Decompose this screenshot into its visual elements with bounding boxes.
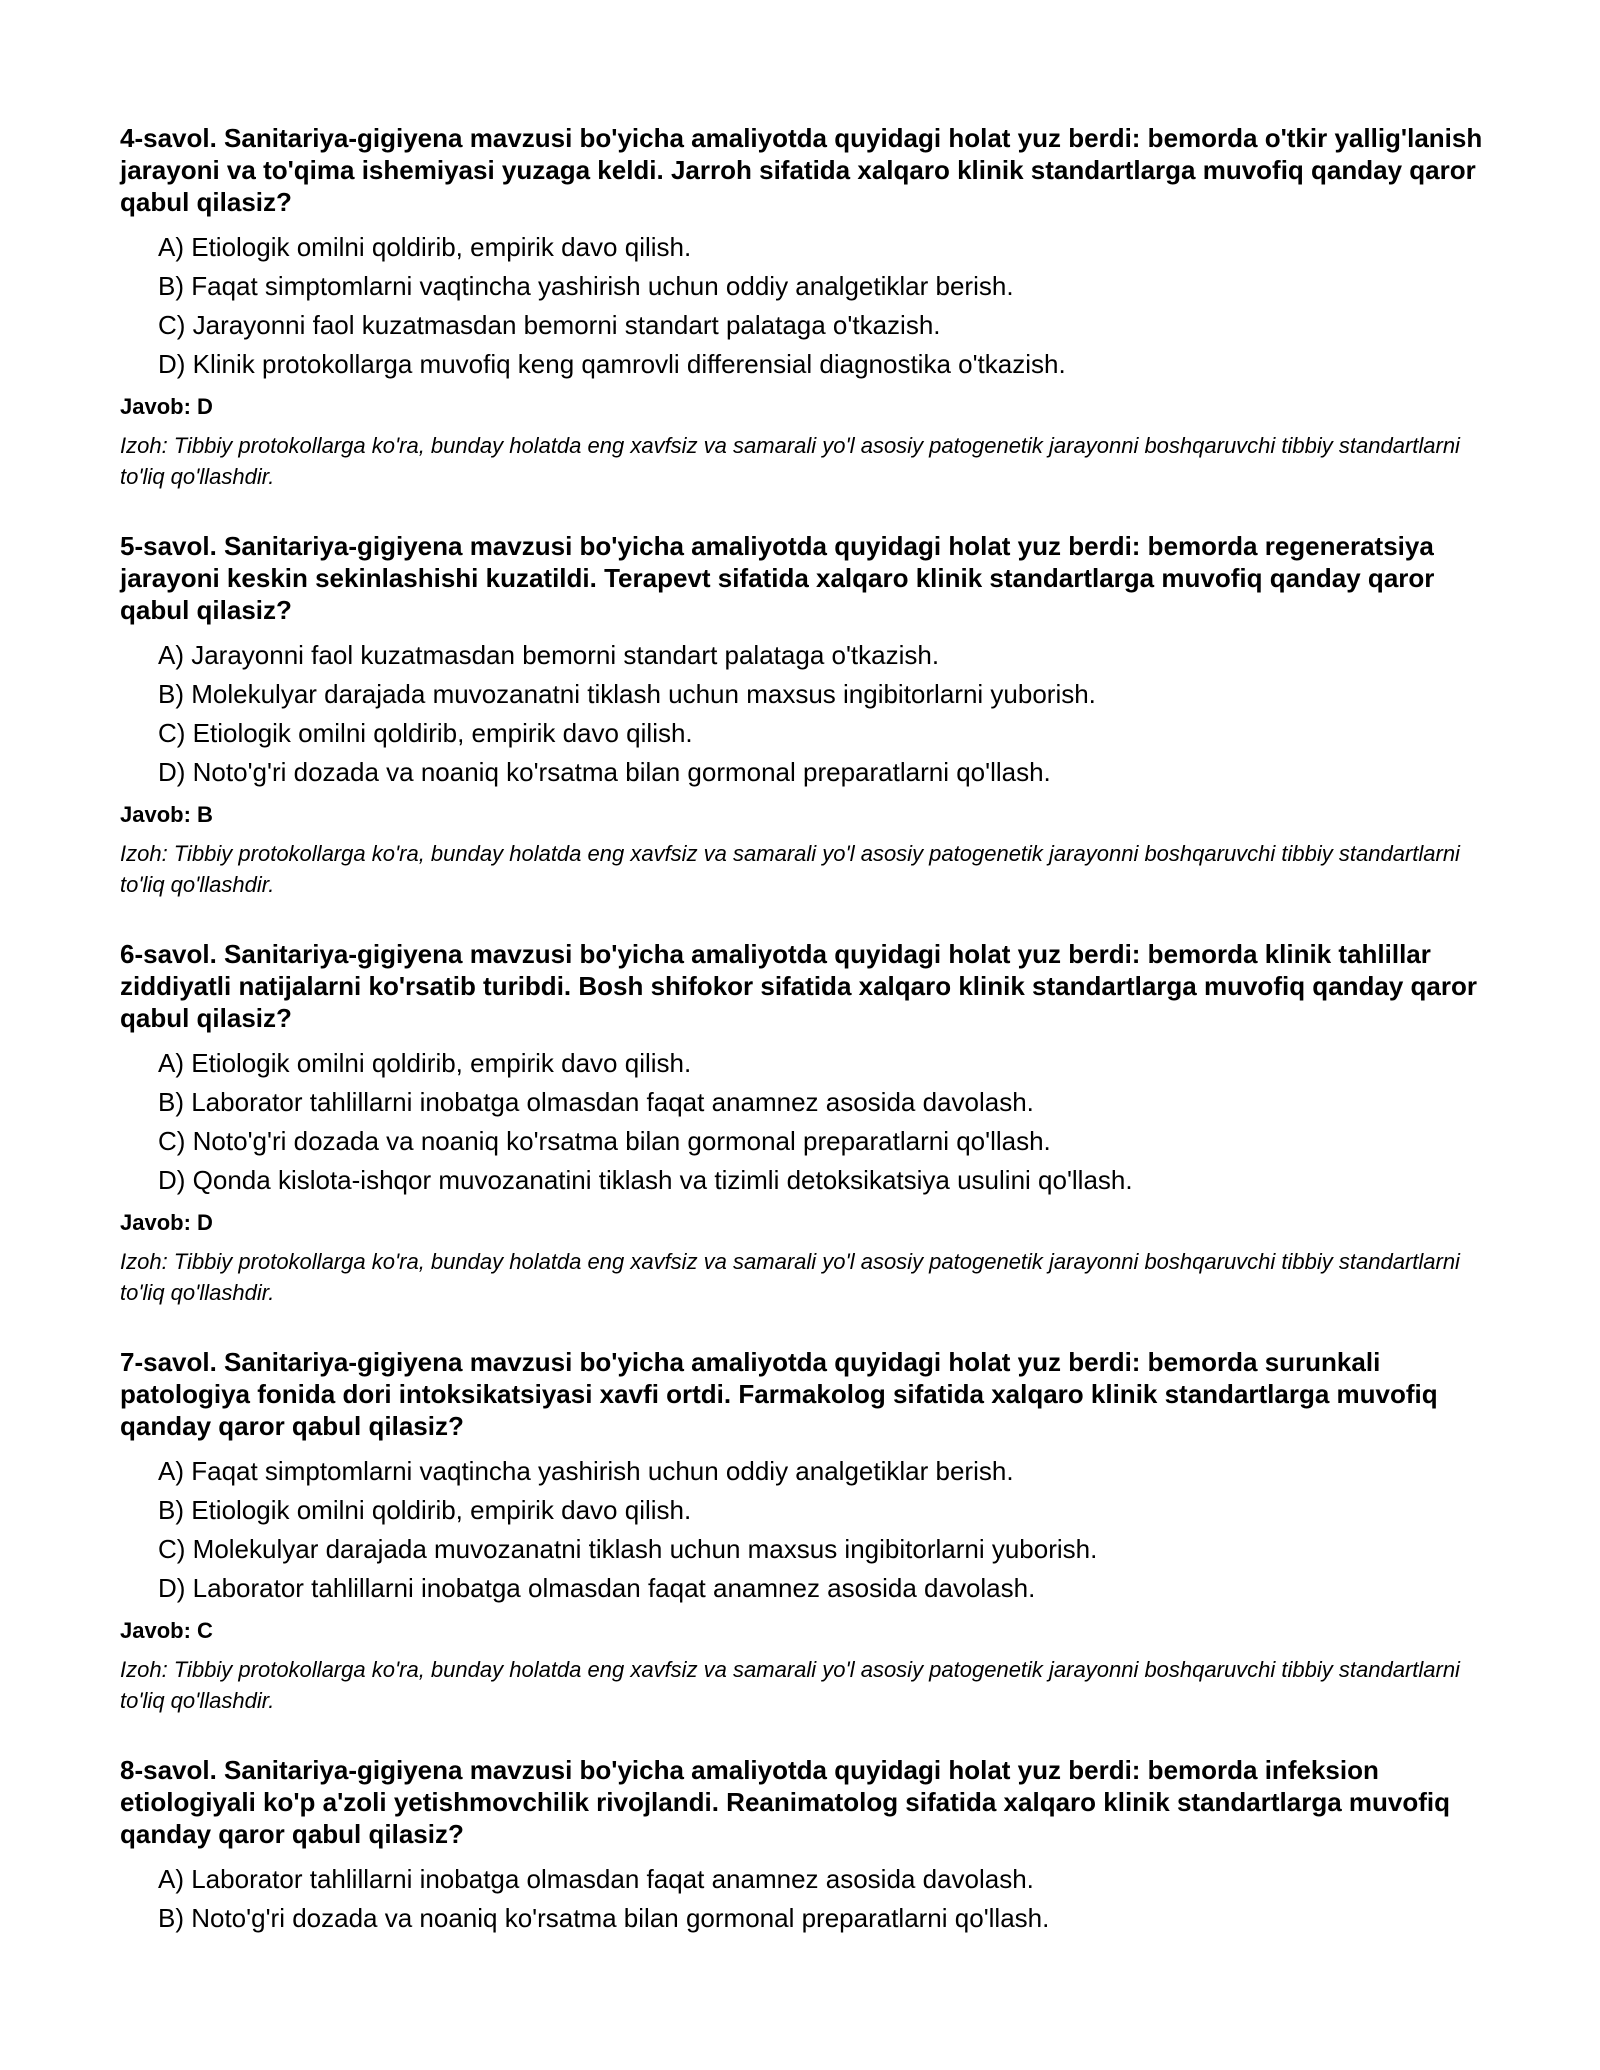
question-block — [120, 938, 1500, 1308]
option-c: C) Molekulyar darajada muvozanatni tiklash uchun maxsus ingibitorlarni yuborish. — [158, 1534, 1098, 1564]
option-d: D) Noto'g'ri dozada va noaniq ko'rsatma bilan gormonal preparatlarni qo'llash. — [158, 757, 1051, 787]
question-block — [120, 1754, 1500, 1938]
option-c: C) Noto'g'ri dozada va noaniq ko'rsatma bilan gormonal preparatlarni qo'llash. — [158, 1126, 1051, 1156]
option-a: A) Etiologik omilni qoldirib, empirik davo qilish. — [158, 232, 692, 262]
question-block — [120, 122, 1500, 492]
option-b: B) Noto'g'ri dozada va noaniq ko'rsatma bilan gormonal preparatlarni qo'llash. — [158, 1903, 1050, 1933]
option-c: C) Jarayonni faol kuzatmasdan bemorni standart palataga o'tkazish. — [158, 310, 941, 340]
option-c: C) Etiologik omilni qoldirib, empirik davo qilish. — [158, 718, 693, 748]
answer-label: Javob: D — [120, 1210, 213, 1235]
option-d: D) Klinik protokollarga muvofiq keng qamrovli differensial diagnostika o'tkazish. — [158, 349, 1066, 379]
question-title: 6-savol. Sanitariya-gigiyena mavzusi bo'yicha amaliyotda quyidagi holat yuz berdi: bemorda klinik tahlillar ziddiyatli natijalarni ko'rsatib turibdi. Bosh shifokor sifatida xalqaro klinik standartlarga muvofiq qanday qaror qabul qilasiz? — [120, 939, 1478, 1033]
explanation-note: Izoh: Tibbiy protokollarga ko'ra, bunday holatda eng xavfsiz va samarali yo'l asosiy patogenetik jarayonni boshqaruvchi tibbiy standartlarni to'liq qo'llashdir. — [120, 433, 1460, 489]
explanation-note: Izoh: Tibbiy protokollarga ko'ra, bunday holatda eng xavfsiz va samarali yo'l asosiy patogenetik jarayonni boshqaruvchi tibbiy standartlarni to'liq qo'llashdir. — [120, 841, 1460, 897]
explanation-note: Izoh: Tibbiy protokollarga ko'ra, bunday holatda eng xavfsiz va samarali yo'l asosiy patogenetik jarayonni boshqaruvchi tibbiy standartlarni to'liq qo'llashdir. — [120, 1657, 1460, 1713]
option-a: A) Jarayonni faol kuzatmasdan bemorni standart palataga o'tkazish. — [158, 640, 940, 670]
option-a: A) Etiologik omilni qoldirib, empirik davo qilish. — [158, 1048, 692, 1078]
explanation-note: Izoh: Tibbiy protokollarga ko'ra, bunday holatda eng xavfsiz va samarali yo'l asosiy patogenetik jarayonni boshqaruvchi tibbiy standartlarni to'liq qo'llashdir. — [120, 1249, 1460, 1305]
answer-label: Javob: B — [120, 802, 213, 827]
option-b: B) Molekulyar darajada muvozanatni tiklash uchun maxsus ingibitorlarni yuborish. — [158, 679, 1096, 709]
question-title: 5-savol. Sanitariya-gigiyena mavzusi bo'yicha amaliyotda quyidagi holat yuz berdi: bemorda regeneratsiya jarayoni keskin sekinlashishi kuzatildi. Terapevt sifatida xalqaro klinik standartlarga muvofiq qanday qaror qabul qilasiz? — [120, 531, 1435, 625]
option-a: A) Faqat simptomlarni vaqtincha yashirish uchun oddiy analgetiklar berish. — [158, 1456, 1014, 1486]
answer-label: Javob: C — [120, 1618, 213, 1643]
option-b: B) Laborator tahlillarni inobatga olmasdan faqat anamnez asosida davolash. — [158, 1087, 1034, 1117]
question-block — [120, 530, 1500, 900]
options-list — [158, 636, 1500, 792]
option-d: D) Qonda kislota-ishqor muvozanatini tiklash va tizimli detoksikatsiya usulini qo'llash. — [158, 1165, 1133, 1195]
options-list — [158, 1044, 1500, 1200]
question-block — [120, 1346, 1500, 1716]
option-b: B) Etiologik omilni qoldirib, empirik davo qilish. — [158, 1495, 692, 1525]
question-title: 4-savol. Sanitariya-gigiyena mavzusi bo'yicha amaliyotda quyidagi holat yuz berdi: bemorda o'tkir yallig'lanish jarayoni va to'qima ishemiyasi yuzaga keldi. Jarroh sifatida xalqaro klinik standartlarga muvofiq qanday qaror qabul qilasiz? — [120, 123, 1483, 217]
question-title: 7-savol. Sanitariya-gigiyena mavzusi bo'yicha amaliyotda quyidagi holat yuz berdi: bemorda surunkali patologiya fonida dori intoksikatsiyasi xavfi ortdi. Farmakolog sifatida xalqaro klinik standartlarga muvofiq qanday qaror qabul qilasiz? — [120, 1347, 1438, 1441]
options-list — [158, 1452, 1500, 1608]
options-list — [158, 228, 1500, 384]
answer-label: Javob: D — [120, 394, 213, 419]
option-d: D) Laborator tahlillarni inobatga olmasdan faqat anamnez asosida davolash. — [158, 1573, 1036, 1603]
question-title: 8-savol. Sanitariya-gigiyena mavzusi bo'yicha amaliyotda quyidagi holat yuz berdi: bemorda infeksion etiologiyali ko'p a'zoli yetishmovchilik rivojlandi. Reanimatolog sifatida xalqaro klinik standartlarga muvofiq qanday qaror qabul qilasiz? — [120, 1755, 1451, 1849]
options-list — [158, 1860, 1500, 1938]
option-a: A) Laborator tahlillarni inobatga olmasdan faqat anamnez asosida davolash. — [158, 1864, 1034, 1894]
option-b: B) Faqat simptomlarni vaqtincha yashirish uchun oddiy analgetiklar berish. — [158, 271, 1014, 301]
